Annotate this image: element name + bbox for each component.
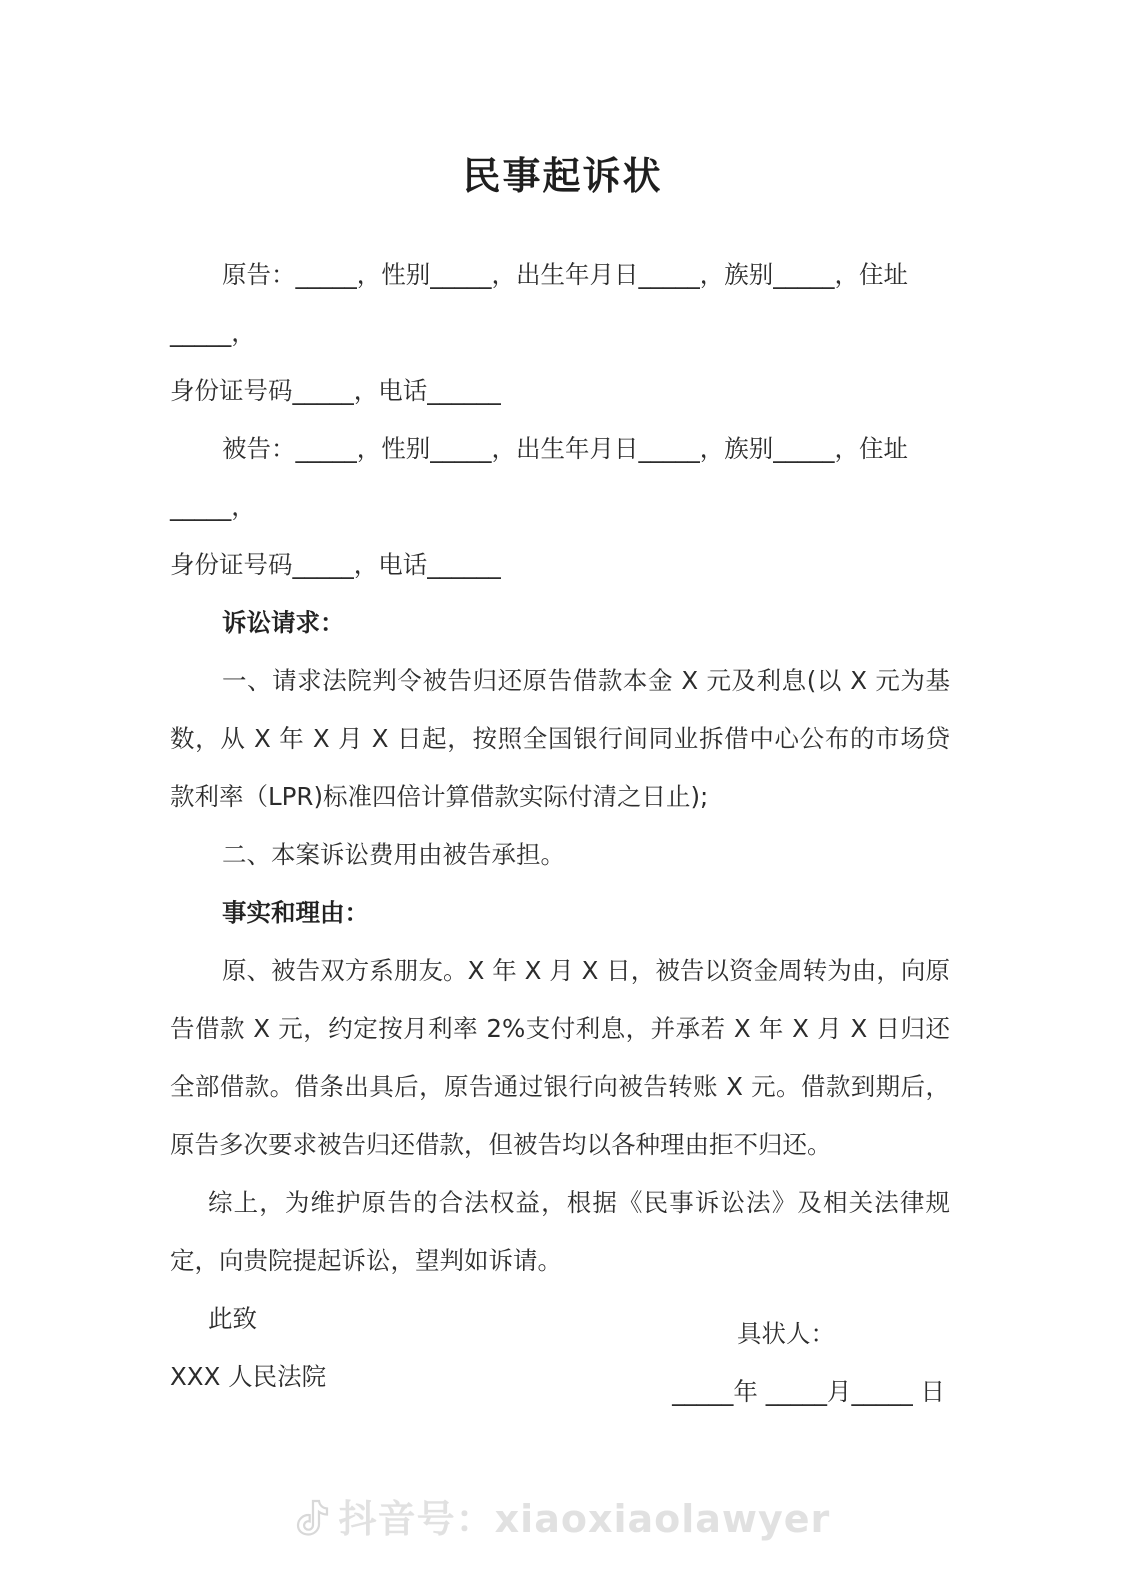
plaintiff-line1: 原告：_____，性别_____，出生年月日_____，族别_____，住址_____， (170, 260, 908, 347)
signer-label: 具状人： (737, 1319, 835, 1348)
claim-1: 一、请求法院判令被告归还原告借款本金 X 元及利息(以 X 元为基数，从 X 年 X 月 X 日起，按照全国银行间同业拆借中心公布的市场贷款利率（LPR)标准四倍计算借款实际付清之日止); (170, 666, 950, 811)
watermark-text: 抖音号：xiaoxiaolawyer (338, 1497, 831, 1541)
claims-heading: 诉讼请求： (222, 608, 345, 637)
conclusion-paragraph: 综上，为维护原告的合法权益，根据《民事诉讼法》及相关法律规定，向贵院提起诉讼，望判如诉请。 (170, 1188, 950, 1275)
salutation: 此致 (208, 1304, 257, 1333)
facts-heading: 事实和理由： (222, 898, 369, 927)
court-name: XXX 人民法院 (170, 1362, 327, 1391)
date-line: _____年 _____月_____ 日 (672, 1377, 945, 1406)
defendant-line1: 被告：_____，性别_____，出生年月日_____，族别_____，住址_____， (170, 434, 908, 521)
defendant-line2: 身份证号码_____，电话______ (170, 550, 501, 579)
page-title: 民事起诉状 (462, 154, 663, 198)
watermark (0, 1488, 1125, 1543)
facts-paragraph: 原、被告双方系朋友。X 年 X 月 X 日，被告以资金周转为由，向原告借款 X 元，约定按月利率 2%支付利息，并承若 X 年 X 月 X 日归还全部借款。借条出具后，原告通过银行向被告转账 X 元。借款到期后，原告多次要求被告归还借款，但被告均以各种理由拒不归还。 (170, 956, 950, 1159)
signature-area (672, 1305, 945, 1421)
document-body (170, 246, 950, 1406)
claim-2: 二、本案诉讼费用由被告承担。 (222, 840, 565, 869)
plaintiff-line2: 身份证号码_____，电话______ (170, 376, 501, 405)
tiktok-icon (295, 1499, 329, 1537)
